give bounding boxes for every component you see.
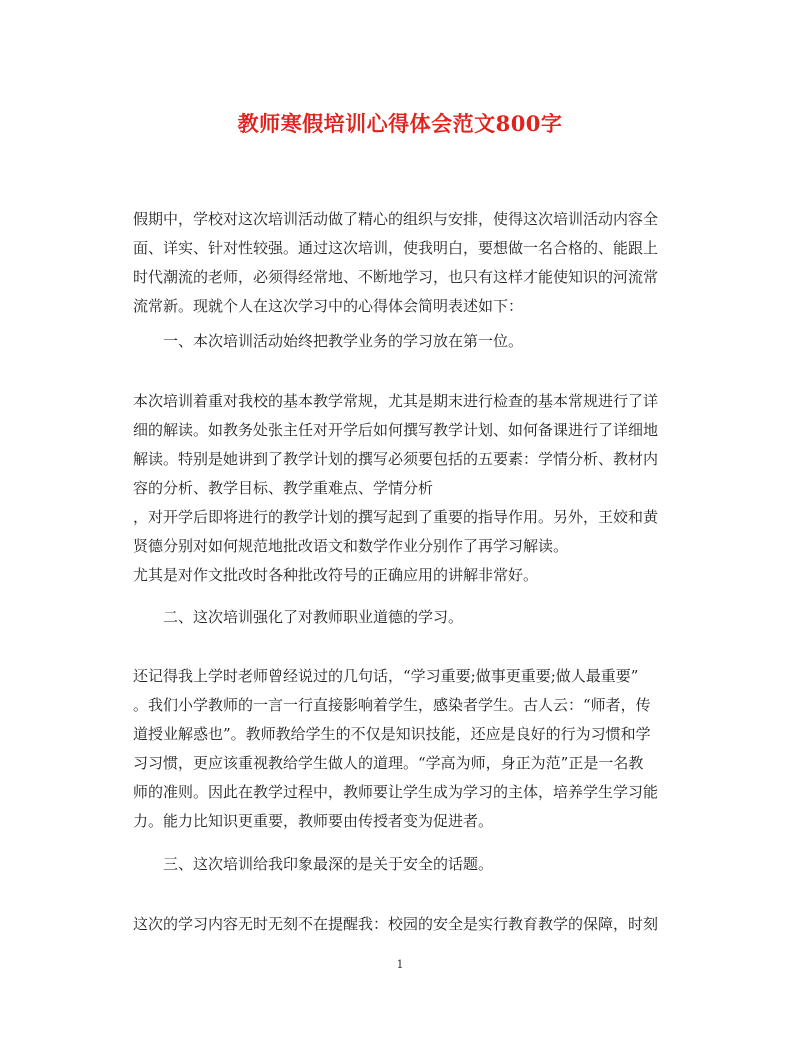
text-line: ，对开学后即将进行的教学计划的撰写起到了重要的指导作用。另外，王姣和黄 bbox=[133, 508, 659, 526]
text-line: 道授业解惑也”。教师教给学生的不仅是知识技能，还应是良好的行为习惯和学 bbox=[133, 725, 651, 743]
text-line: 时代潮流的老师，必须得经常地、不断地学习，也只有这样才能使知识的河流常 bbox=[133, 268, 659, 286]
text-line: 力。能力比知识更重要，教师要由传授者变为促进者。 bbox=[133, 812, 494, 830]
section-heading-1 bbox=[133, 327, 673, 356]
text-line: 假期中，学校对这次培训活动做了精心的组织与安排，使得这次培训活动内容全 bbox=[133, 210, 659, 228]
text-line: 细的解读。如教务处张主任对开学后如何撰写教学计划、如何备课进行了详细地 bbox=[133, 421, 659, 439]
text-line: 流常新。现就个人在这次学习中的心得体会简明表述如下： bbox=[133, 297, 524, 315]
section-heading-2 bbox=[133, 603, 673, 632]
text-line: 尤其是对作文批改时各种批改符号的正确应用的讲解非常好。 bbox=[133, 566, 539, 584]
text-line: 习习惯，更应该重视教给学生做人的道理。“学高为师，身正为范”正是一名教 bbox=[133, 754, 644, 772]
text-line: 容的分析、教学目标、教学重难点、学情分析 bbox=[133, 479, 434, 497]
section-heading-text: 二、这次培训强化了对教师职业道德的学习。 bbox=[163, 608, 464, 626]
text-line: 。我们小学教师的一言一行直接影响着学生，感染者学生。古人云：“师者，传 bbox=[133, 696, 651, 714]
paragraph-intro bbox=[133, 205, 673, 321]
text-line: 解读。特别是她讲到了教学计划的撰写必须要包括的五要素：学情分析、教材内 bbox=[133, 450, 659, 468]
section-heading-text: 一、本次培训活动始终把教学业务的学习放在第一位。 bbox=[163, 332, 524, 350]
text-line: 师的准则。因此在教学过程中，教师要让学生成为学习的主体，培养学生学习能 bbox=[133, 783, 659, 801]
paragraph-professional-ethics bbox=[133, 662, 673, 836]
section-heading-3 bbox=[133, 850, 673, 879]
text-line: 贤德分别对如何规范地批改语文和数学作业分别作了再学习解读。 bbox=[133, 537, 569, 555]
paragraph-teaching-routine bbox=[133, 387, 673, 590]
text-line: 这次的学习内容无时无刻不在提醒我：校园的安全是实行教育教学的保障，时刻 bbox=[133, 915, 659, 933]
paragraph-safety bbox=[133, 910, 673, 939]
section-heading-text: 三、这次培训给我印象最深的是关于安全的话题。 bbox=[163, 855, 494, 873]
text-line: 本次培训着重对我校的基本教学常规，尤其是期末进行检查的基本常规进行了详 bbox=[133, 392, 659, 410]
page-number: 1 bbox=[396, 958, 404, 971]
text-line: 还记得我上学时老师曾经说过的几句话，“学习重要;做事更重要;做人最重要” bbox=[133, 667, 639, 685]
text-line: 面、详实、针对性较强。通过这次培训，使我明白，要想做一名合格的、能跟上 bbox=[133, 239, 659, 257]
document-title: 教师寒假培训心得体会范文800字 bbox=[237, 111, 563, 136]
